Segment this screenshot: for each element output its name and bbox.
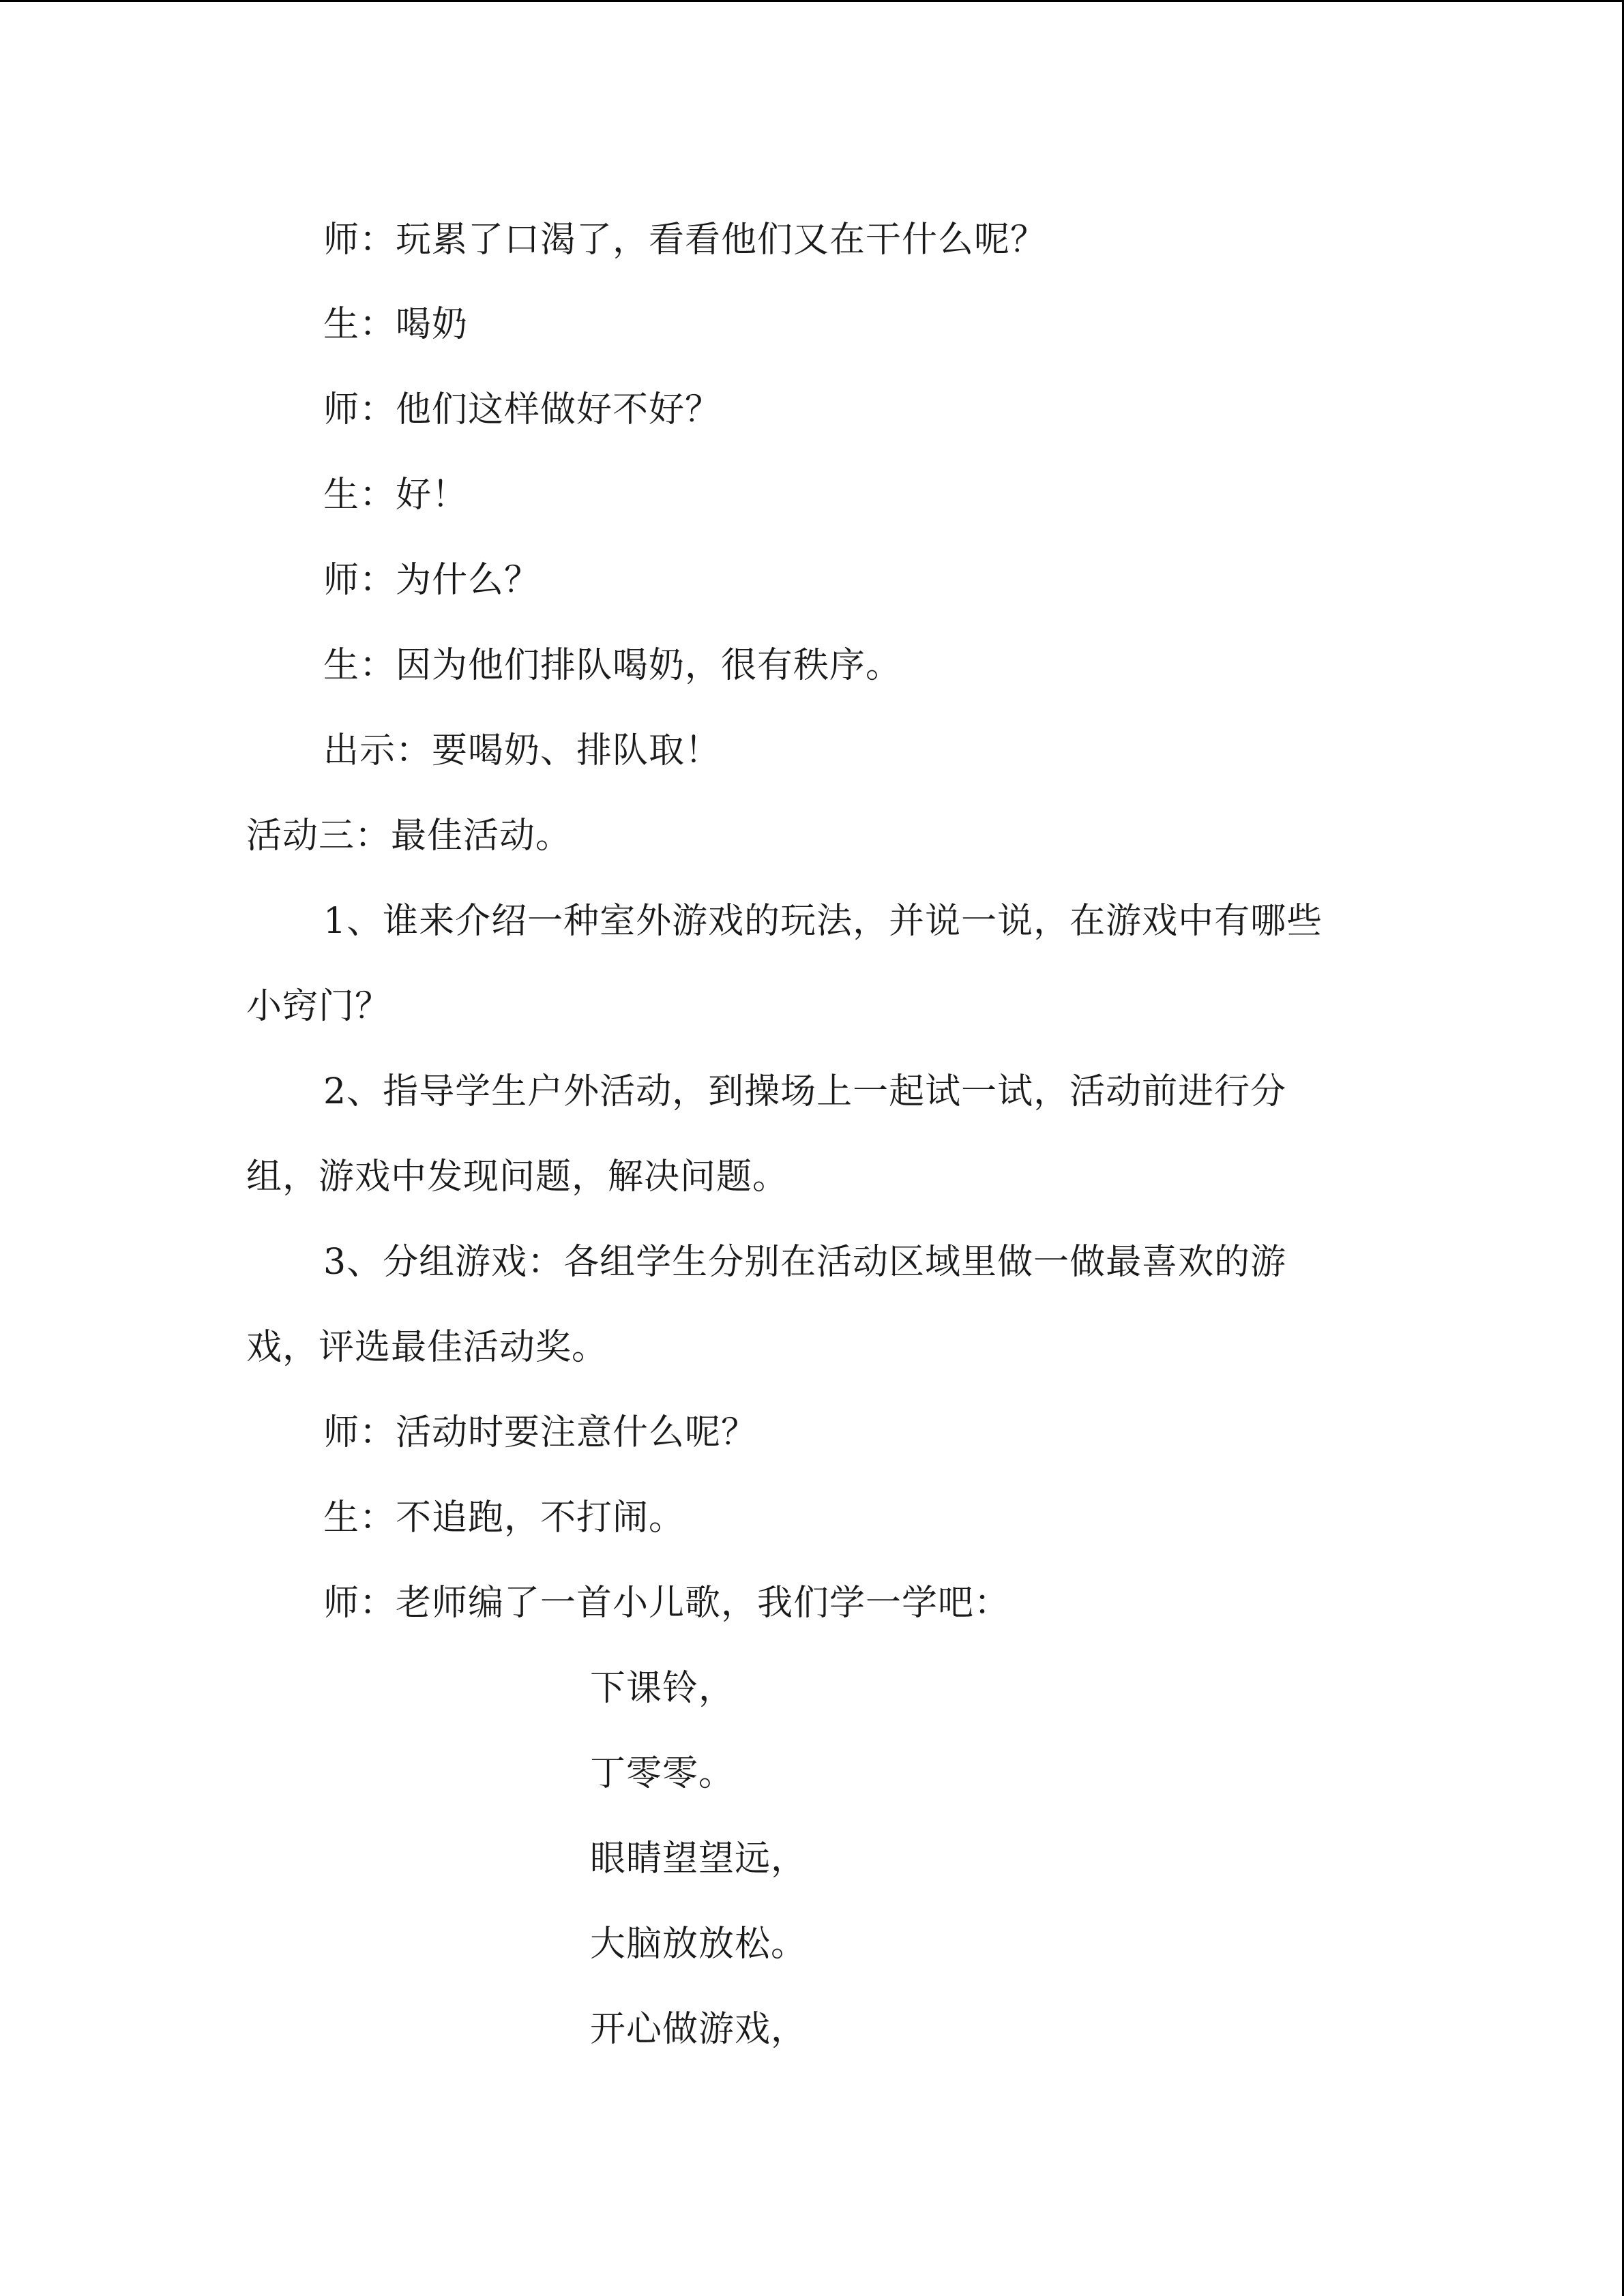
- dialogue-line: 师：他们这样做好不好？: [323, 389, 722, 430]
- dialogue-line: 师：为什么？: [323, 560, 541, 601]
- dialogue-line: 师：玩累了口渴了，看看他们又在干什么呢？: [323, 220, 1047, 260]
- dialogue-line: 师：活动时要注意什么呢？: [323, 1412, 758, 1453]
- poem-line: 开心做游戏，: [590, 2009, 808, 2050]
- paragraph-line: 小窍门？: [246, 986, 392, 1027]
- dialogue-line: 师：老师编了一首小儿歌，我们学一学吧：: [323, 1583, 1011, 1624]
- dialogue-line: 出示：要喝奶、排队取！: [323, 730, 722, 771]
- poem-line: 眼睛望望远，: [590, 1838, 808, 1879]
- dialogue-line: 生：好！: [323, 475, 469, 516]
- paragraph-line: 组，游戏中发现问题，解决问题。: [246, 1157, 789, 1197]
- dialogue-line: 生：不追跑，不打闹。: [323, 1497, 685, 1538]
- poem-line: 丁零零。: [590, 1753, 735, 1794]
- poem-line: 大脑放放松。: [590, 1924, 808, 1965]
- poem-line: 下课铃，: [590, 1668, 735, 1709]
- section-heading: 活动三：最佳活动。: [246, 816, 572, 856]
- dialogue-line: 生：喝奶: [323, 304, 469, 345]
- dialogue-line: 生：因为他们排队喝奶，很有秩序。: [323, 645, 902, 686]
- paragraph-line: 3、分组游戏：各组学生分别在活动区域里做一做最喜欢的游: [323, 1242, 1287, 1283]
- paragraph-line: 戏，评选最佳活动奖。: [246, 1327, 608, 1368]
- paragraph-line: 1、谁来介绍一种室外游戏的玩法，并说一说，在游戏中有哪些: [323, 901, 1323, 942]
- paragraph-line: 2、指导学生户外活动，到操场上一起试一试，活动前进行分: [323, 1071, 1287, 1112]
